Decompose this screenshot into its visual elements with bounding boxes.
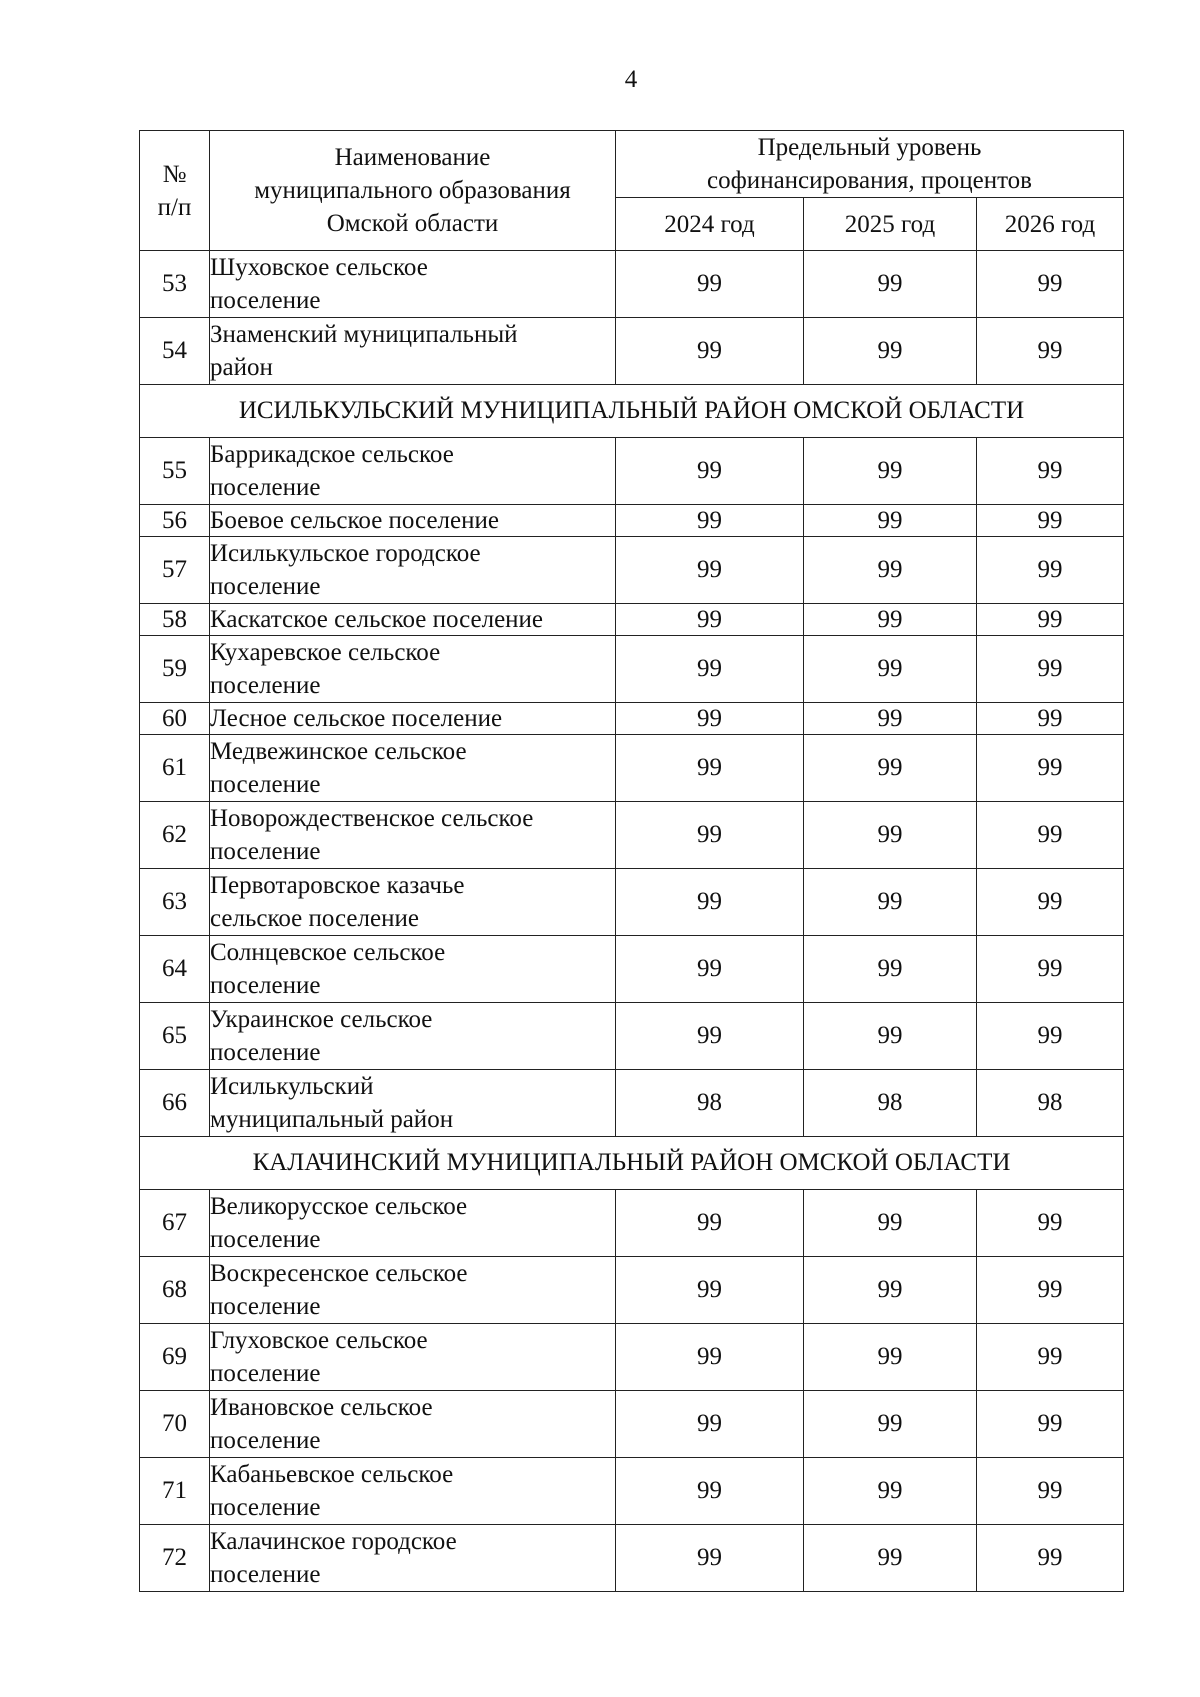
table-row bbox=[140, 604, 1124, 636]
cofinancing-value: 99 bbox=[616, 703, 804, 735]
cofinancing-value: 99 bbox=[804, 703, 977, 735]
municipality-name: Великорусское сельское поселение bbox=[210, 1190, 616, 1257]
cofinancing-value: 99 bbox=[616, 537, 804, 604]
cofinancing-value: 99 bbox=[804, 1324, 977, 1391]
row-number: 72 bbox=[140, 1525, 210, 1592]
section-title: КАЛАЧИНСКИЙ МУНИЦИПАЛЬНЫЙ РАЙОН ОМСКОЙ ОБЛАСТИ bbox=[140, 1137, 1124, 1190]
table-row bbox=[140, 636, 1124, 703]
cofinancing-value: 99 bbox=[804, 1003, 977, 1070]
municipality-name: Ивановское сельское поселение bbox=[210, 1391, 616, 1458]
cofinancing-value: 99 bbox=[804, 505, 977, 537]
municipality-name: Солнцевское сельское поселение bbox=[210, 936, 616, 1003]
cofinancing-value: 99 bbox=[977, 1257, 1124, 1324]
header-cofinancing-level bbox=[616, 131, 1124, 198]
cofinancing-value: 99 bbox=[804, 735, 977, 802]
cofinancing-value: 98 bbox=[616, 1070, 804, 1137]
cofinancing-value: 99 bbox=[804, 438, 977, 505]
row-number: 68 bbox=[140, 1257, 210, 1324]
header-cofinancing-label: Предельный уровень софинансирования, процентов bbox=[707, 134, 1032, 194]
cofinancing-value: 99 bbox=[977, 936, 1124, 1003]
table-row bbox=[140, 869, 1124, 936]
row-number: 61 bbox=[140, 735, 210, 802]
cofinancing-value: 99 bbox=[804, 1391, 977, 1458]
header-year: 2024 год bbox=[616, 198, 804, 251]
row-number: 69 bbox=[140, 1324, 210, 1391]
table-row bbox=[140, 1070, 1124, 1137]
cofinancing-value: 99 bbox=[804, 869, 977, 936]
cofinancing-value: 99 bbox=[616, 251, 804, 318]
cofinancing-value: 99 bbox=[977, 1324, 1124, 1391]
cofinancing-value: 99 bbox=[804, 1190, 977, 1257]
row-number: 66 bbox=[140, 1070, 210, 1137]
cofinancing-value: 99 bbox=[804, 251, 977, 318]
cofinancing-value: 99 bbox=[977, 251, 1124, 318]
cofinancing-value: 99 bbox=[977, 735, 1124, 802]
cofinancing-value: 99 bbox=[804, 1257, 977, 1324]
cofinancing-value: 99 bbox=[977, 802, 1124, 869]
municipality-name: Исилькульское городское поселение bbox=[210, 537, 616, 604]
header-year: 2026 год bbox=[977, 198, 1124, 251]
table-row bbox=[140, 1257, 1124, 1324]
cofinancing-value: 99 bbox=[804, 537, 977, 604]
table-row bbox=[140, 1458, 1124, 1525]
cofinancing-value: 99 bbox=[977, 703, 1124, 735]
cofinancing-value: 99 bbox=[977, 1003, 1124, 1070]
municipality-name: Лесное сельское поселение bbox=[210, 703, 616, 735]
cofinancing-value: 99 bbox=[804, 936, 977, 1003]
municipality-name: Новорождественское сельское поселение bbox=[210, 802, 616, 869]
cofinancing-value: 99 bbox=[616, 1391, 804, 1458]
cofinancing-value: 99 bbox=[616, 735, 804, 802]
municipality-name: Медвежинское сельское поселение bbox=[210, 735, 616, 802]
municipality-name: Боевое сельское поселение bbox=[210, 505, 616, 537]
municipality-name: Глуховское сельское поселение bbox=[210, 1324, 616, 1391]
row-number: 53 bbox=[140, 251, 210, 318]
cofinancing-value: 99 bbox=[977, 438, 1124, 505]
cofinancing-value: 99 bbox=[977, 869, 1124, 936]
cofinancing-value: 99 bbox=[804, 636, 977, 703]
row-number: 54 bbox=[140, 318, 210, 385]
cofinancing-value: 99 bbox=[616, 1458, 804, 1525]
table-row bbox=[140, 936, 1124, 1003]
cofinancing-value: 99 bbox=[616, 636, 804, 703]
cofinancing-value: 99 bbox=[804, 604, 977, 636]
row-number: 62 bbox=[140, 802, 210, 869]
page-number: 4 bbox=[624, 66, 638, 93]
cofinancing-value: 99 bbox=[616, 1190, 804, 1257]
cofinancing-value: 99 bbox=[977, 1458, 1124, 1525]
cofinancing-value: 99 bbox=[977, 318, 1124, 385]
cofinancing-value: 99 bbox=[616, 1003, 804, 1070]
municipality-name: Баррикадское сельское поселение bbox=[210, 438, 616, 505]
table-row bbox=[140, 1003, 1124, 1070]
cofinancing-value: 99 bbox=[977, 636, 1124, 703]
cofinancing-value: 99 bbox=[616, 1257, 804, 1324]
row-number: 58 bbox=[140, 604, 210, 636]
cofinancing-value: 99 bbox=[977, 1525, 1124, 1592]
municipality-name: Украинское сельское поселение bbox=[210, 1003, 616, 1070]
table-row bbox=[140, 1525, 1124, 1592]
cofinancing-value: 99 bbox=[804, 1458, 977, 1525]
municipality-name: Кабаньевское сельское поселение bbox=[210, 1458, 616, 1525]
row-number: 59 bbox=[140, 636, 210, 703]
table-row bbox=[140, 802, 1124, 869]
table-row bbox=[140, 1324, 1124, 1391]
row-number: 55 bbox=[140, 438, 210, 505]
row-number: 56 bbox=[140, 505, 210, 537]
municipality-name: Каскатское сельское поселение bbox=[210, 604, 616, 636]
cofinancing-value: 99 bbox=[804, 802, 977, 869]
cofinancing-value: 99 bbox=[616, 869, 804, 936]
cofinancing-table bbox=[139, 130, 1124, 1592]
municipality-name: Шуховское сельское поселение bbox=[210, 251, 616, 318]
header-municipality bbox=[210, 131, 616, 251]
cofinancing-value: 98 bbox=[977, 1070, 1124, 1137]
table-body bbox=[140, 251, 1124, 1592]
row-number: 63 bbox=[140, 869, 210, 936]
cofinancing-value: 99 bbox=[616, 936, 804, 1003]
row-number: 57 bbox=[140, 537, 210, 604]
cofinancing-value: 99 bbox=[804, 318, 977, 385]
row-number: 65 bbox=[140, 1003, 210, 1070]
municipality-name: Воскресенское сельское поселение bbox=[210, 1257, 616, 1324]
table-row bbox=[140, 1391, 1124, 1458]
header-year: 2025 год bbox=[804, 198, 977, 251]
municipality-name: Исилькульский муниципальный район bbox=[210, 1070, 616, 1137]
row-number: 71 bbox=[140, 1458, 210, 1525]
section-row bbox=[140, 1137, 1124, 1190]
table-row bbox=[140, 1190, 1124, 1257]
cofinancing-value: 99 bbox=[616, 802, 804, 869]
cofinancing-value: 99 bbox=[616, 505, 804, 537]
header-number bbox=[140, 131, 210, 251]
cofinancing-value: 98 bbox=[804, 1070, 977, 1137]
header-number-label: № п/п bbox=[157, 160, 192, 221]
municipality-name: Первотаровское казачье сельское поселение bbox=[210, 869, 616, 936]
row-number: 67 bbox=[140, 1190, 210, 1257]
cofinancing-value: 99 bbox=[616, 318, 804, 385]
cofinancing-value: 99 bbox=[977, 537, 1124, 604]
cofinancing-value: 99 bbox=[977, 1190, 1124, 1257]
cofinancing-value: 99 bbox=[616, 1324, 804, 1391]
cofinancing-value: 99 bbox=[616, 604, 804, 636]
municipality-name: Знаменский муниципальный район bbox=[210, 318, 616, 385]
row-number: 64 bbox=[140, 936, 210, 1003]
table-row bbox=[140, 735, 1124, 802]
section-row bbox=[140, 385, 1124, 438]
municipality-name: Кухаревское сельское поселение bbox=[210, 636, 616, 703]
municipality-name: Калачинское городское поселение bbox=[210, 1525, 616, 1592]
cofinancing-value: 99 bbox=[977, 505, 1124, 537]
row-number: 60 bbox=[140, 703, 210, 735]
table-row bbox=[140, 505, 1124, 537]
table-row bbox=[140, 703, 1124, 735]
table-row bbox=[140, 251, 1124, 318]
section-title: ИСИЛЬКУЛЬСКИЙ МУНИЦИПАЛЬНЫЙ РАЙОН ОМСКОЙ ОБЛАСТИ bbox=[140, 385, 1124, 438]
table-row bbox=[140, 537, 1124, 604]
row-number: 70 bbox=[140, 1391, 210, 1458]
cofinancing-value: 99 bbox=[804, 1525, 977, 1592]
table-row bbox=[140, 318, 1124, 385]
table-row bbox=[140, 438, 1124, 505]
header-municipality-label: Наименование муниципального образования Омской области bbox=[254, 144, 571, 237]
cofinancing-value: 99 bbox=[977, 604, 1124, 636]
cofinancing-value: 99 bbox=[616, 438, 804, 505]
cofinancing-value: 99 bbox=[616, 1525, 804, 1592]
cofinancing-value: 99 bbox=[977, 1391, 1124, 1458]
